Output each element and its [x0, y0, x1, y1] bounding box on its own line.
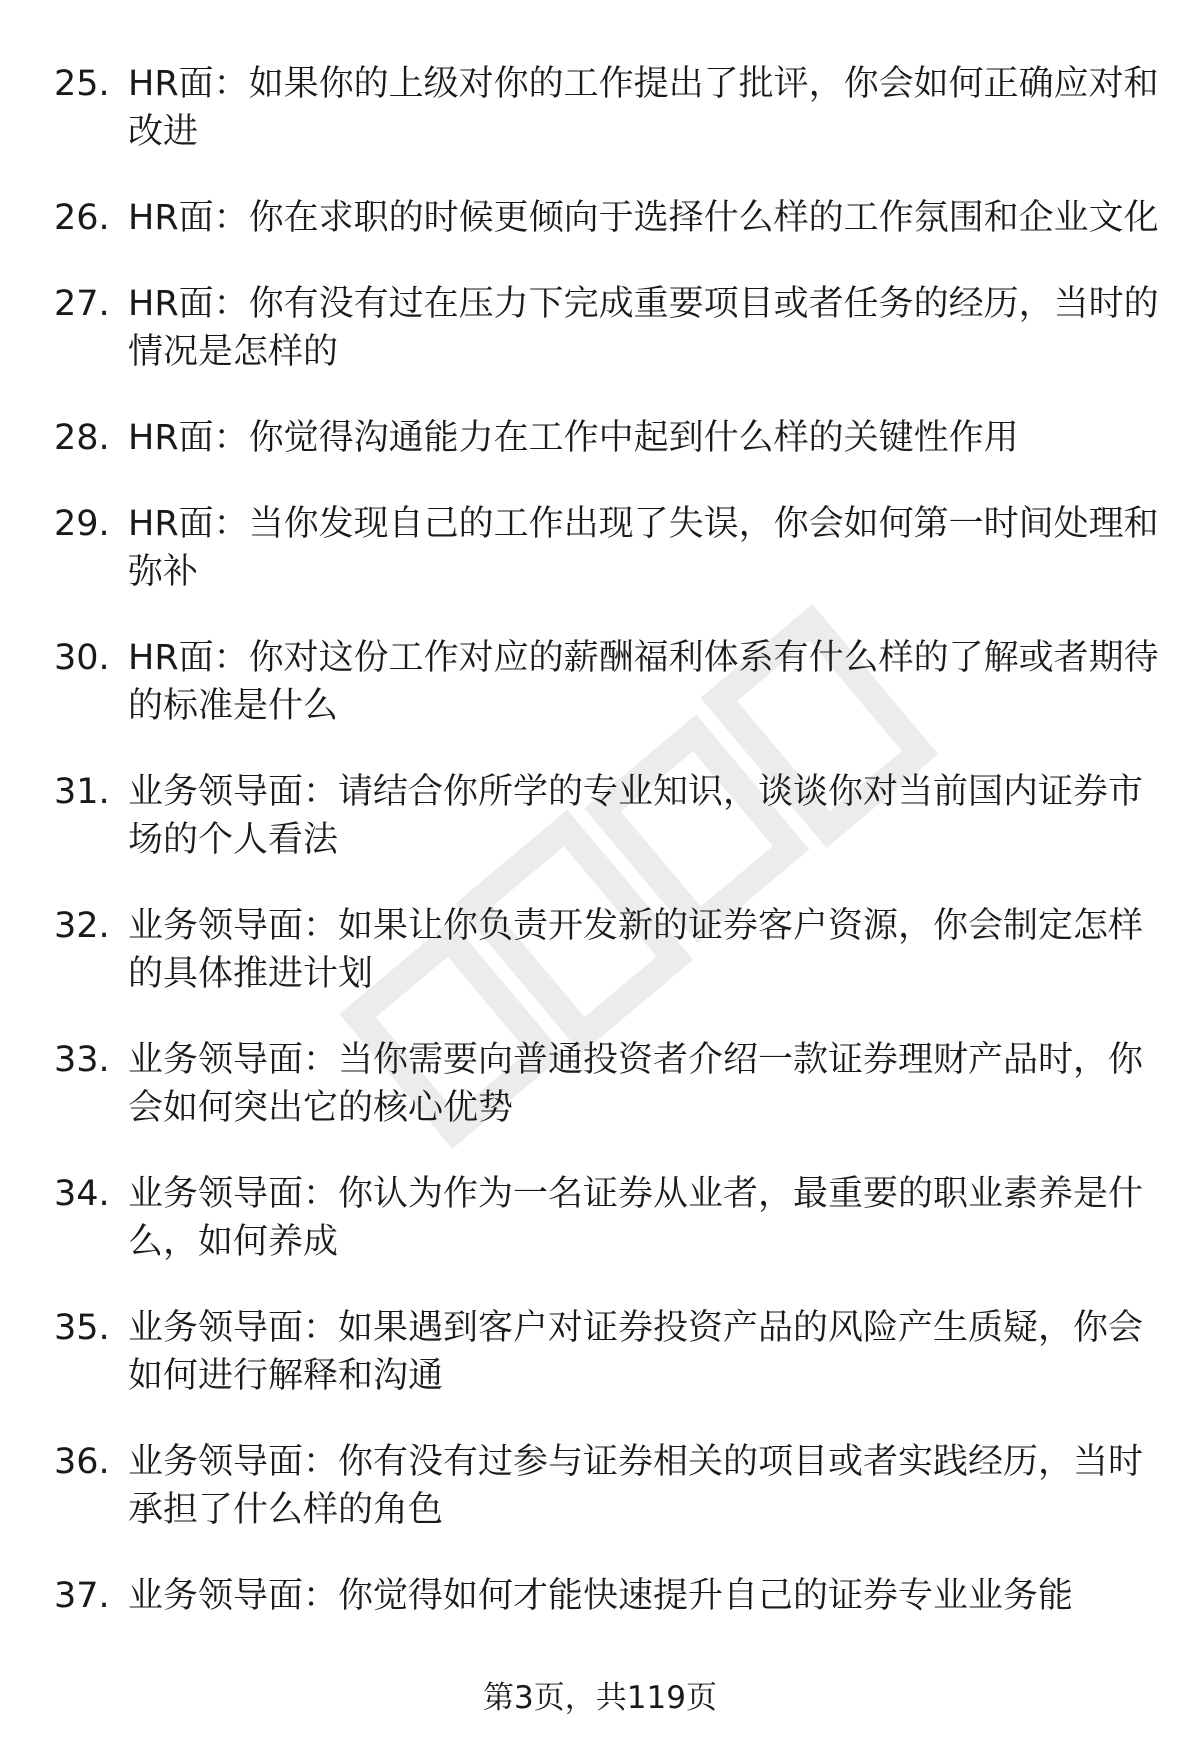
question-number: 30.	[54, 638, 110, 678]
question-number: 35.	[54, 1308, 110, 1348]
list-item	[0, 1572, 1200, 1620]
question-text: 业务领导面：如果让你负责开发新的证券客户资源，你会制定怎样的具体推进计划	[128, 906, 1144, 994]
list-item	[0, 768, 1200, 864]
question-text: HR面：你有没有过在压力下完成重要项目或者任务的经历，当时的情况是怎样的	[128, 284, 1159, 372]
question-text: 业务领导面：你有没有过参与证券相关的项目或者实践经历，当时承担了什么样的角色	[128, 1442, 1144, 1530]
question-text: HR面：你在求职的时候更倾向于选择什么样的工作氛围和企业文化	[128, 198, 1159, 238]
question-text: HR面：你觉得沟通能力在工作中起到什么样的关键性作用	[128, 418, 1019, 458]
question-number: 36.	[54, 1442, 110, 1482]
page-number-label: 第3页，共119页	[483, 1680, 717, 1716]
list-item	[0, 1438, 1200, 1534]
question-text: 业务领导面：当你需要向普通投资者介绍一款证券理财产品时，你会如何突出它的核心优势	[128, 1040, 1144, 1128]
list-item	[0, 414, 1200, 462]
question-text: HR面：当你发现自己的工作出现了失误，你会如何第一时间处理和弥补	[128, 504, 1159, 592]
question-text: 业务领导面：你觉得如何才能快速提升自己的证券专业业务能	[128, 1576, 1074, 1616]
question-number: 34.	[54, 1174, 110, 1214]
question-number: 29.	[54, 504, 110, 544]
list-item	[0, 1304, 1200, 1400]
list-item	[0, 634, 1200, 730]
list-item	[0, 1170, 1200, 1266]
list-item	[0, 280, 1200, 376]
question-text: HR面：你对这份工作对应的薪酬福利体系有什么样的了解或者期待的标准是什么	[128, 638, 1159, 726]
question-text: HR面：如果你的上级对你的工作提出了批评，你会如何正确应对和改进	[128, 64, 1159, 152]
question-number: 33.	[54, 1040, 110, 1080]
question-list	[0, 60, 1200, 1658]
list-item	[0, 194, 1200, 242]
question-text: 业务领导面：你认为作为一名证券从业者，最重要的职业素养是什么，如何养成	[128, 1174, 1144, 1262]
question-number: 26.	[54, 198, 110, 238]
question-number: 25.	[54, 64, 110, 104]
question-number: 32.	[54, 906, 110, 946]
question-text: 业务领导面：如果遇到客户对证券投资产品的风险产生质疑，你会如何进行解释和沟通	[128, 1308, 1144, 1396]
question-number: 28.	[54, 418, 110, 458]
list-item	[0, 500, 1200, 596]
question-number: 31.	[54, 772, 110, 812]
question-text: 业务领导面：请结合你所学的专业知识，谈谈你对当前国内证券市场的个人看法	[128, 772, 1144, 860]
question-number: 37.	[54, 1576, 110, 1616]
list-item	[0, 60, 1200, 156]
list-item	[0, 1036, 1200, 1132]
question-number: 27.	[54, 284, 110, 324]
page-footer	[0, 1678, 1200, 1718]
list-item	[0, 902, 1200, 998]
